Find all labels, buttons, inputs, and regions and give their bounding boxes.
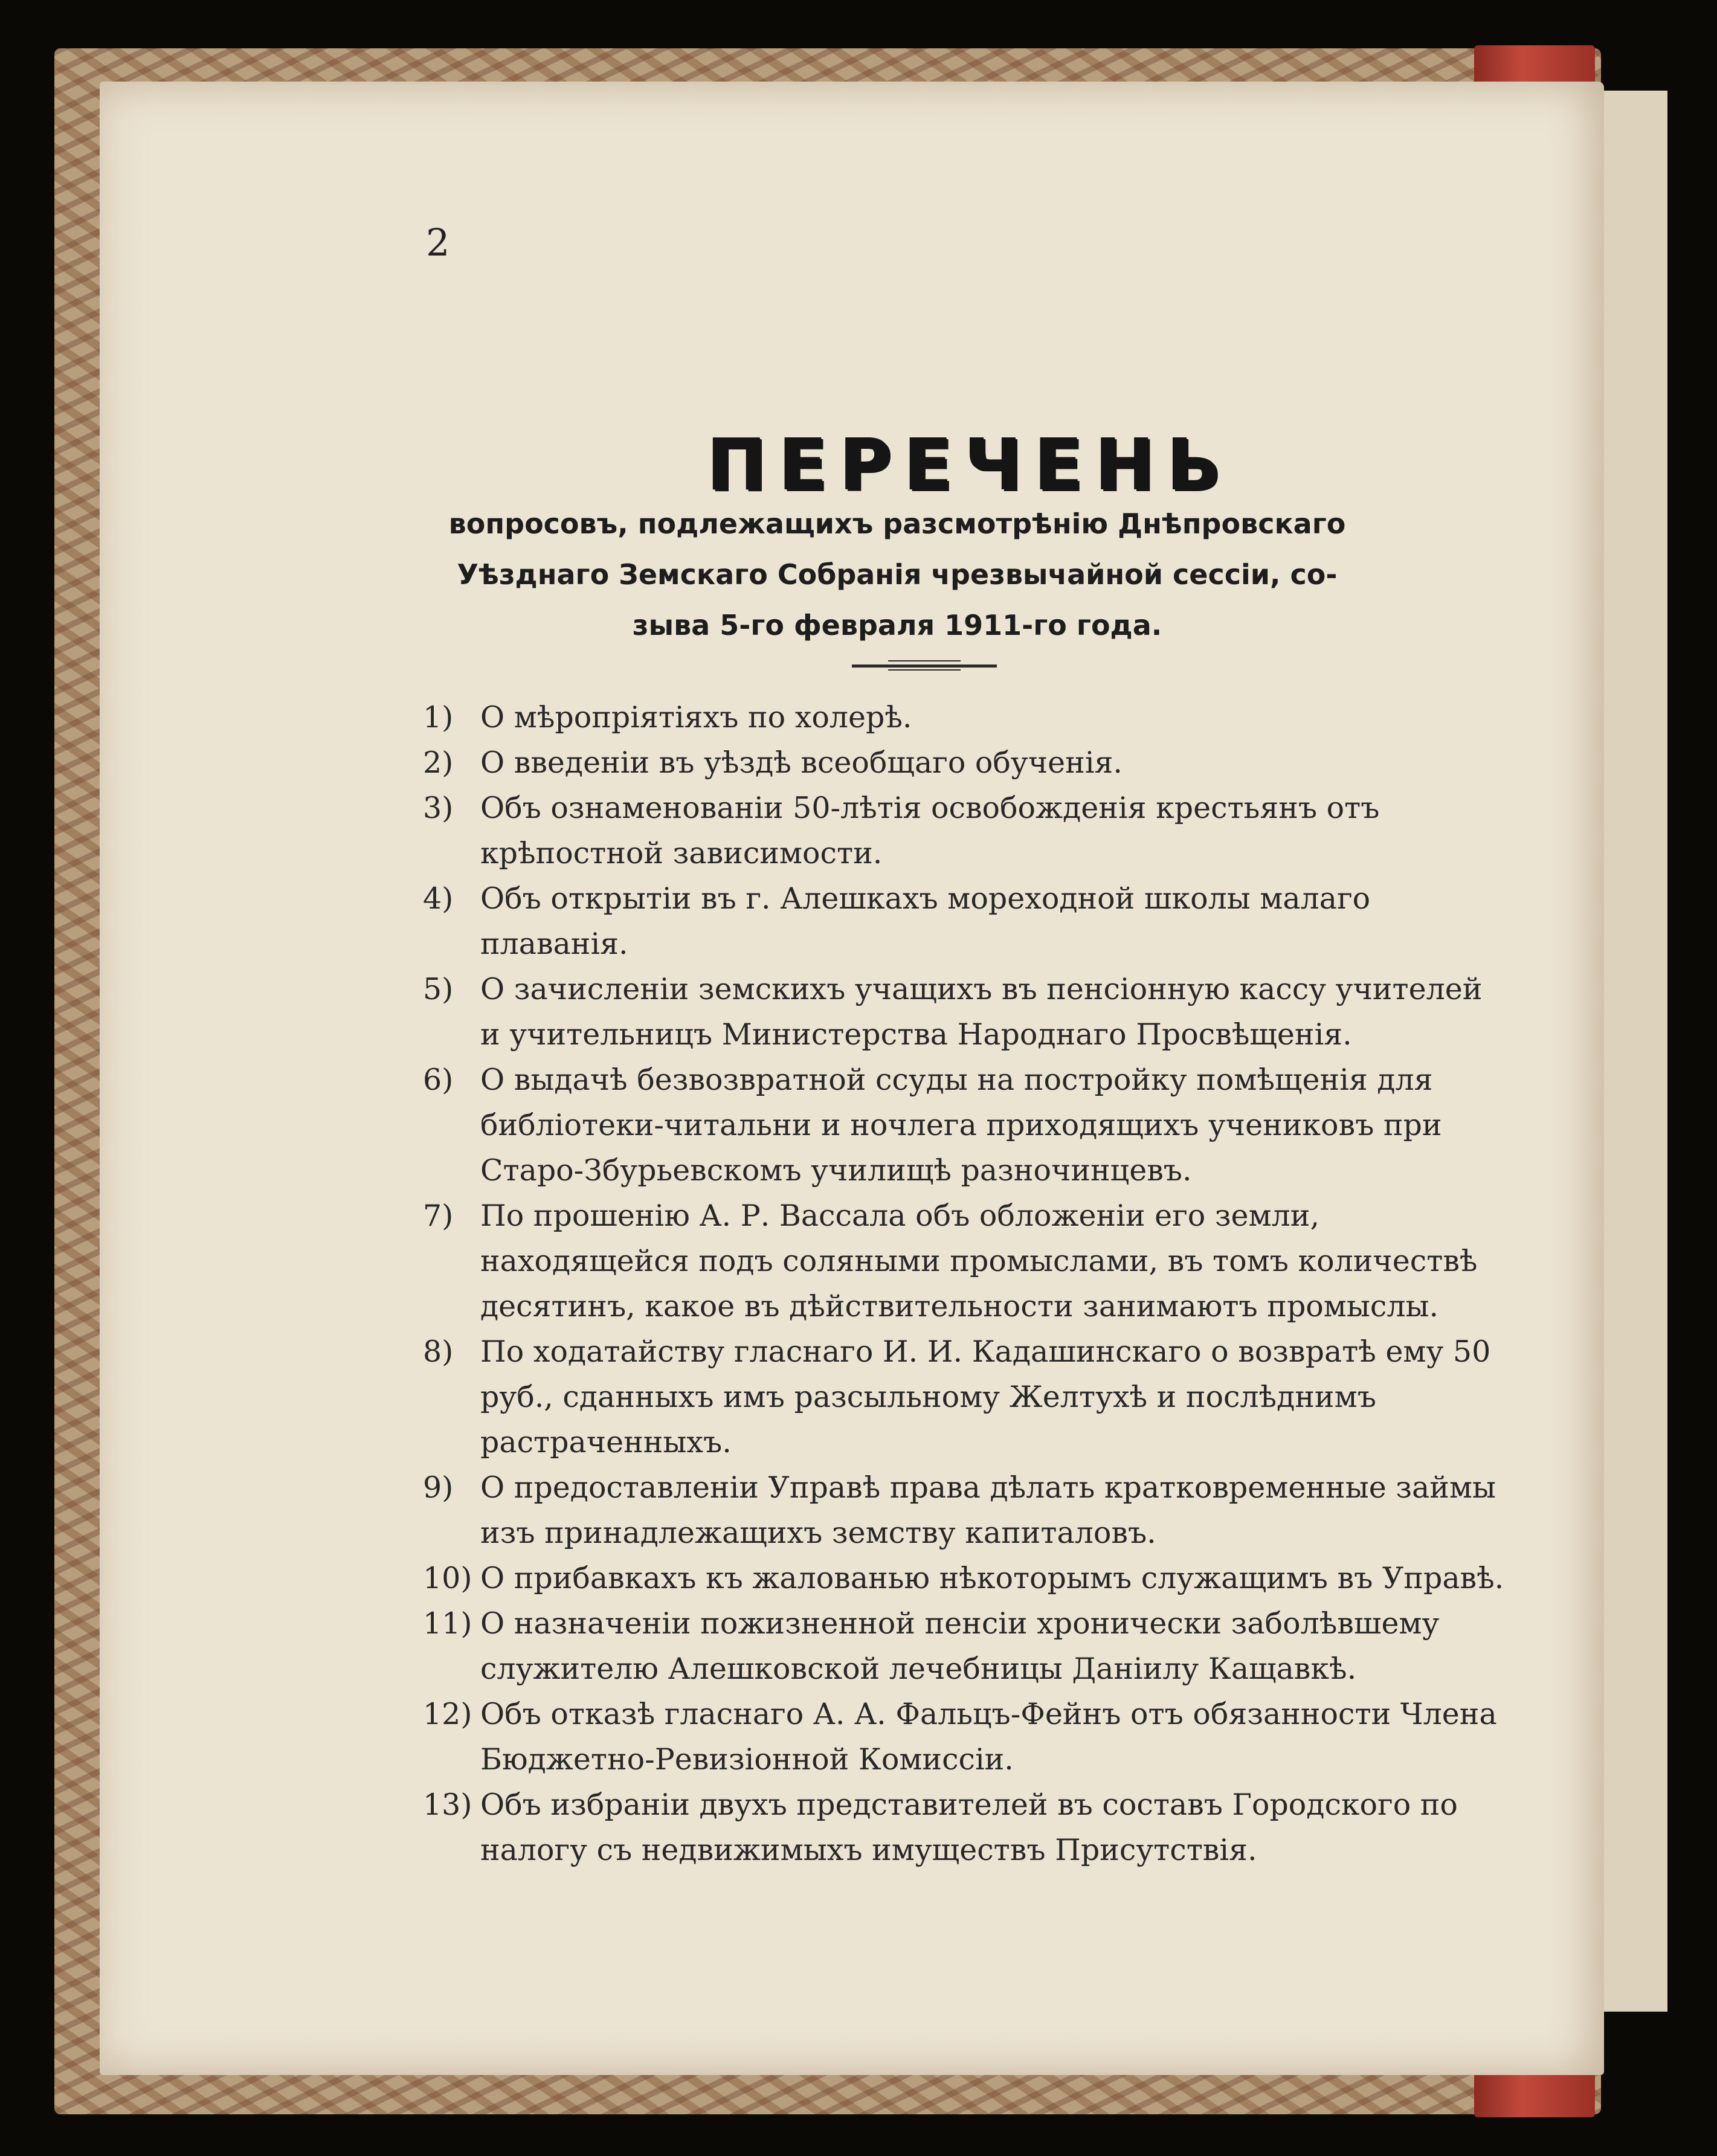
item-number: 2) bbox=[423, 745, 454, 780]
subtitle-line: вопросовъ, подлежащихъ разсмотрѣнію Днѣпровскаго bbox=[448, 507, 1346, 540]
list-item bbox=[423, 740, 1510, 785]
item-text: О зачисленіи земскихъ учащихъ въ пенсіонную кассу учителей и учительницъ Министерства Народнаго Просвѣщенія. bbox=[480, 972, 1483, 1052]
item-text: О назначеніи пожизненной пенсіи хронически заболѣвшему служителю Алешковской лечебницы Даніилу Кащавкѣ. bbox=[480, 1606, 1440, 1686]
list-item bbox=[423, 1601, 1510, 1691]
item-text: Объ отказѣ гласнаго А. А. Фальцъ-Фейнъ отъ обязанности Члена Бюджетно-Ревизіонной Комиссіи. bbox=[480, 1697, 1497, 1777]
facing-page-edge bbox=[1595, 91, 1667, 2012]
item-number: 6) bbox=[423, 1063, 454, 1097]
item-number: 4) bbox=[423, 881, 454, 916]
list-item bbox=[423, 1329, 1510, 1465]
item-number: 8) bbox=[423, 1334, 454, 1369]
page-number: 2 bbox=[426, 220, 451, 265]
item-number: 5) bbox=[423, 972, 454, 1006]
item-text: О выдачѣ безвозвратной ссуды на постройку помѣщенія для библіотеки-читальни и ночлега приходящихъ учениковъ при Старо-Збурьевскомъ училищѣ разночинцевъ. bbox=[480, 1063, 1442, 1188]
item-text: Объ ознаменованіи 50-лѣтія освобожденія крестьянъ отъ крѣпостной зависимости. bbox=[480, 791, 1380, 870]
list-item bbox=[423, 695, 1510, 740]
item-number: 7) bbox=[423, 1199, 454, 1233]
item-number: 12) bbox=[423, 1697, 472, 1731]
list-item bbox=[423, 967, 1510, 1057]
list-item bbox=[423, 1782, 1510, 1873]
document-heading: ПЕРЕЧЕНЬ bbox=[707, 423, 1234, 506]
item-number: 1) bbox=[423, 700, 454, 735]
ornamental-divider bbox=[852, 660, 997, 671]
list-item bbox=[423, 876, 1510, 967]
item-text: О прибавкахъ къ жалованью нѣкоторымъ служащимъ въ Управѣ. bbox=[480, 1561, 1504, 1595]
item-text: По ходатайству гласнаго И. И. Кадашинскаго о возвратѣ ему 50 руб., сданныхъ имъ разсыльному Желтухѣ и послѣднимъ растраченныхъ. bbox=[480, 1334, 1491, 1459]
item-text: О предоставленіи Управѣ права дѣлать кратковременные займы изъ принадлежащихъ земству капиталовъ. bbox=[480, 1470, 1496, 1550]
item-number: 13) bbox=[423, 1788, 472, 1822]
subtitle-line: зыва 5-го февраля 1911-го года. bbox=[632, 609, 1162, 642]
item-number: 9) bbox=[423, 1470, 454, 1505]
agenda-list bbox=[423, 695, 1510, 1873]
list-item bbox=[423, 785, 1510, 876]
item-text: По прошенію А. Р. Вассала объ обложеніи его земли, находящейся подъ соляными промыслами, въ томъ количествѣ десятинъ, какое въ дѣйствительности занимаютъ промыслы. bbox=[480, 1199, 1478, 1324]
list-item bbox=[423, 1465, 1510, 1556]
item-number: 3) bbox=[423, 791, 454, 825]
list-item bbox=[423, 1556, 1510, 1601]
item-text: О введеніи въ уѣздѣ всеобщаго обученія. bbox=[480, 745, 1123, 780]
subtitle-line: Уѣзднаго Земскаго Собранія чрезвычайной сессіи, со- bbox=[457, 558, 1338, 591]
item-number: 11) bbox=[423, 1606, 472, 1641]
item-text: О мѣропріятіяхъ по холерѣ. bbox=[480, 700, 912, 735]
item-number: 10) bbox=[423, 1561, 472, 1595]
item-text: Объ избраніи двухъ представителей въ составъ Городского по налогу съ недвижимыхъ имуществъ Присутствія. bbox=[480, 1788, 1458, 1867]
list-item bbox=[423, 1057, 1510, 1193]
document-subtitle bbox=[396, 498, 1399, 651]
item-text: Объ открытіи въ г. Алешкахъ мореходной школы малаго плаванія. bbox=[480, 881, 1371, 961]
list-item bbox=[423, 1691, 1510, 1782]
list-item bbox=[423, 1193, 1510, 1329]
